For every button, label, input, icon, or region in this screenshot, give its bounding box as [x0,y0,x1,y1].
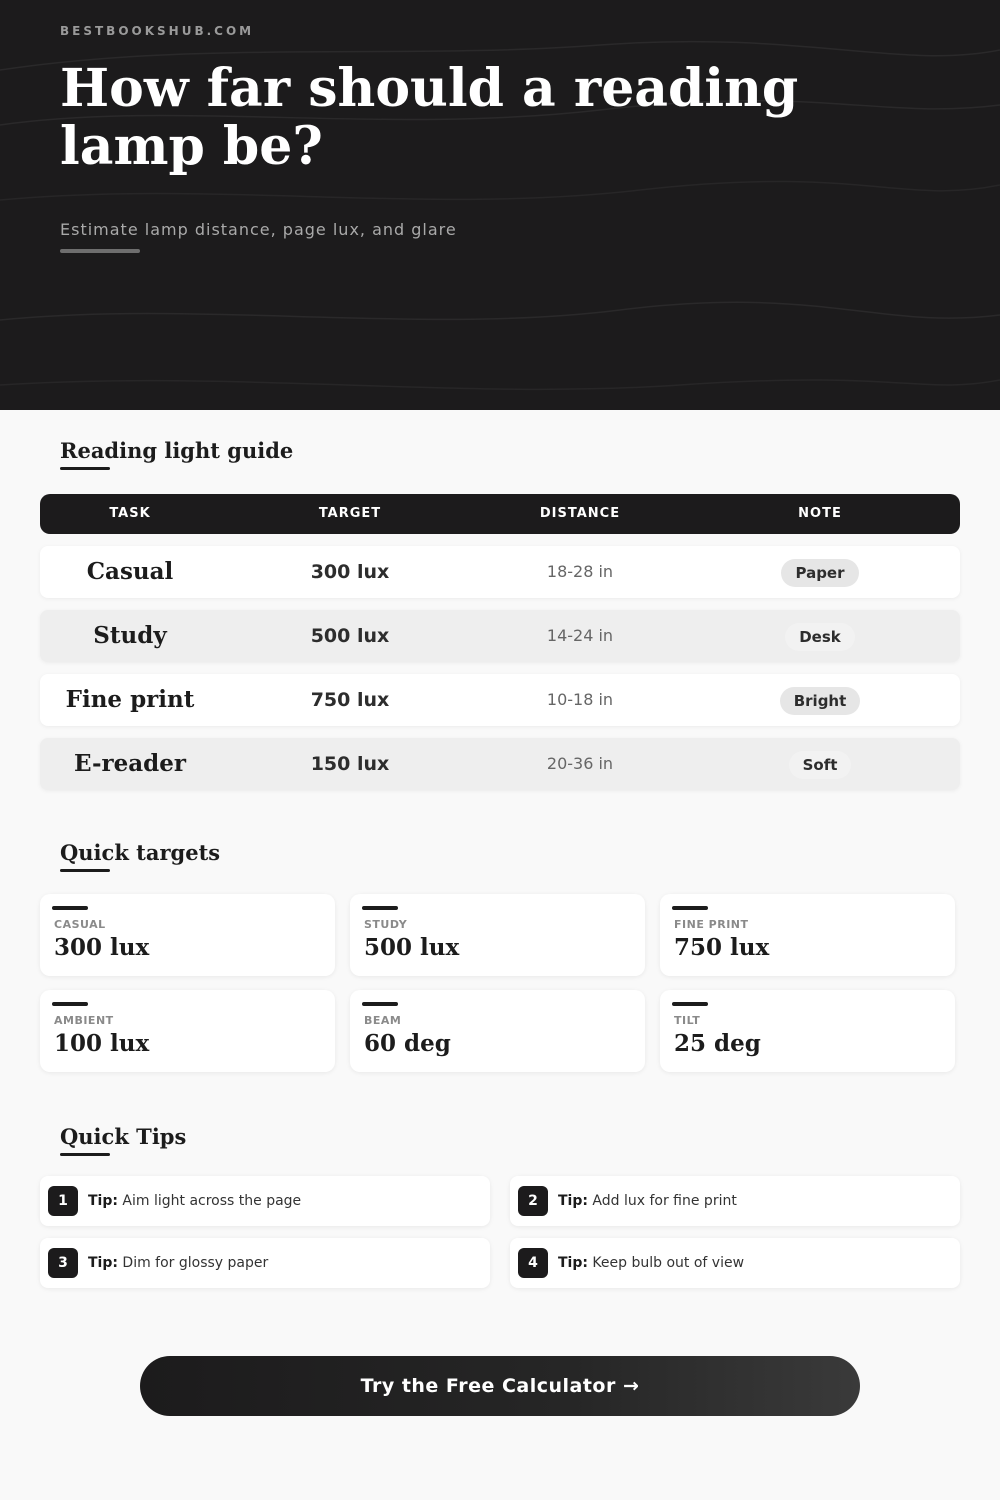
tip-number: 2 [518,1186,548,1216]
col-header-task: TASK [109,506,151,521]
tip-body: Add lux for fine print [592,1193,737,1209]
row-task: Fine print [65,686,195,713]
row-target: 300 lux [310,561,390,583]
quick-targets-underline [60,869,110,872]
page-subtitle: Estimate lamp distance, page lux, and glare [60,220,457,239]
card-accent-bar [362,906,398,910]
tip-item [510,1176,960,1226]
guide-heading-underline [60,467,110,470]
card-label: STUDY [364,918,408,931]
tip-prefix: Tip: [558,1193,588,1209]
card-accent-bar [672,906,708,910]
tip-item [510,1238,960,1288]
note-badge: Paper [781,559,858,587]
card-value: 60 deg [364,1030,451,1057]
site-name: BESTBOOKSHUB.COM [60,24,255,38]
note-badge: Soft [789,751,852,779]
free-calculator-button[interactable]: Try the Free Calculator → [140,1356,860,1416]
card-value: 100 lux [54,1030,150,1057]
row-task: E-reader [74,750,186,777]
tip-prefix: Tip: [88,1193,118,1209]
row-task: Casual [86,558,174,585]
note-badge: Bright [780,687,861,715]
table-row [40,546,960,598]
quick-targets-heading: Quick targets [60,840,221,865]
tip-number: 3 [48,1248,78,1278]
tip-prefix: Tip: [88,1255,118,1271]
row-note [720,674,920,726]
tip-prefix: Tip: [558,1255,588,1271]
card-value: 300 lux [54,934,150,961]
row-note [720,546,920,598]
target-card [40,990,335,1072]
card-accent-bar [362,1002,398,1006]
col-header-distance: DISTANCE [539,506,621,521]
hero-banner [0,0,1000,410]
subtitle-underline [60,249,140,253]
row-distance: 14-24 in [546,626,614,645]
guide-heading: Reading light guide [60,438,294,463]
tip-text [88,1238,268,1288]
target-card [660,990,955,1072]
target-card [350,894,645,976]
tip-text [558,1238,744,1288]
card-accent-bar [52,906,88,910]
target-card [350,990,645,1072]
row-distance: 10-18 in [546,690,614,709]
tip-text [88,1176,301,1226]
quick-tips-heading: Quick Tips [60,1124,187,1149]
tip-number: 4 [518,1248,548,1278]
tip-item [40,1176,490,1226]
tip-number: 1 [48,1186,78,1216]
note-badge: Desk [785,623,855,651]
target-card [660,894,955,976]
table-row [40,738,960,790]
quick-tips-underline [60,1153,110,1156]
table-row [40,674,960,726]
row-target: 750 lux [310,689,390,711]
card-accent-bar [672,1002,708,1006]
card-label: TILT [674,1014,701,1027]
card-value: 750 lux [674,934,770,961]
card-value: 25 deg [674,1030,761,1057]
tip-body: Aim light across the page [122,1193,302,1209]
tip-text [558,1176,737,1226]
guide-table-header [40,494,960,534]
card-value: 500 lux [364,934,460,961]
row-distance: 18-28 in [546,562,614,581]
card-accent-bar [52,1002,88,1006]
row-distance: 20-36 in [546,754,614,773]
card-label: BEAM [364,1014,402,1027]
row-task: Study [93,622,167,649]
tip-body: Dim for glossy paper [122,1255,269,1271]
card-label: FINE PRINT [674,918,749,931]
table-row [40,610,960,662]
target-card [40,894,335,976]
card-label: AMBIENT [54,1014,114,1027]
row-note [720,738,920,790]
row-target: 500 lux [310,625,390,647]
col-header-target: TARGET [318,506,382,521]
row-target: 150 lux [310,753,390,775]
col-header-note: NOTE [798,506,842,521]
page-title: How far should a reading lamp be? [60,58,799,177]
tip-item [40,1238,490,1288]
card-label: CASUAL [54,918,106,931]
tip-body: Keep bulb out of view [592,1255,745,1271]
row-note [720,610,920,662]
